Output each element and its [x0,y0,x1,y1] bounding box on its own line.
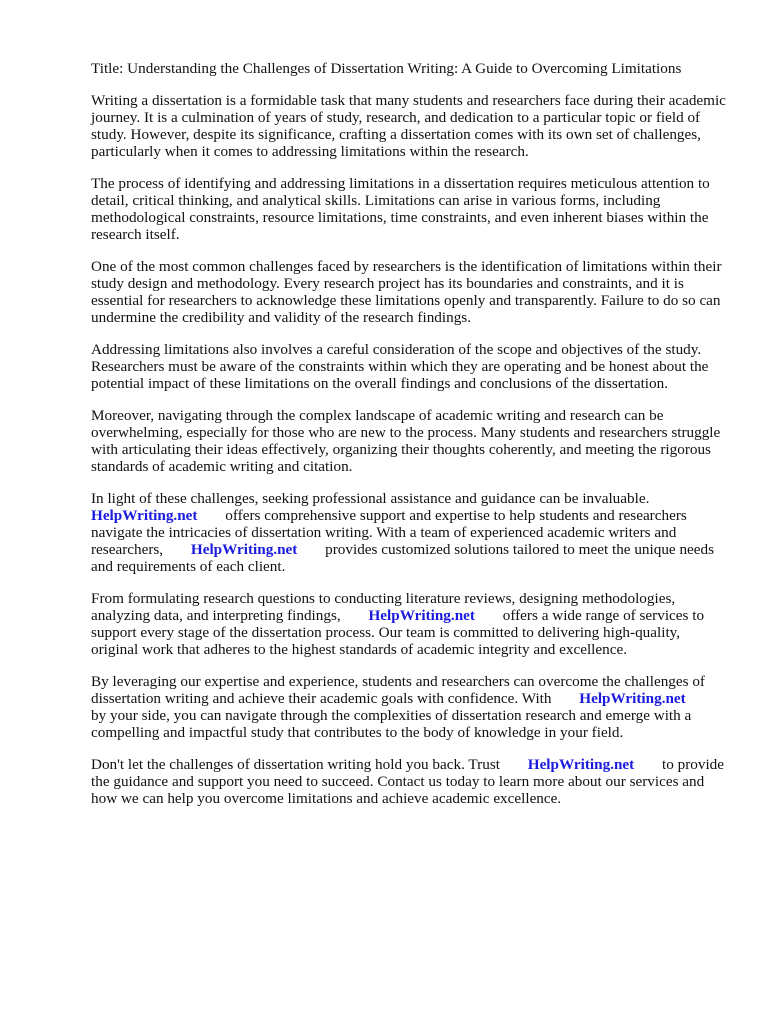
paragraph-services [91,590,731,658]
helpwriting-link[interactable]: HelpWriting.net [91,506,198,524]
document-page [91,60,731,822]
paragraph-text: offers a wide range of services to support every stage of the dissertation process. Our team is committed to delivering high-quality, original work that adheres to the highest standards of academic integrity and excellence. [91,607,705,659]
paragraph-text: Don't let the challenges of dissertation writing hold you back. Trust [91,755,500,773]
helpwriting-link[interactable]: HelpWriting.net [527,755,635,773]
paragraph-text: By leveraging our expertise and experience, students and researchers can overcome the challenges of dissertation writing and achieve their academic goals with confidence. With [91,672,705,707]
paragraph-leveraging [91,673,731,741]
helpwriting-link[interactable]: HelpWriting.net [368,607,475,624]
paragraph-text: to provide the guidance and support you need to succeed. Contact us today to learn more about our services and how we can help you overcome limitations and achieve academic excellence. [91,755,725,808]
paragraph-navigating: Moreover, navigating through the complex landscape of academic writing and research can be overwhelming, especially for those who are new to the process. Many students and researchers struggle with articulating their ideas effectively, organizing their thoughts coherently, and meeting the rigorous standards of academic writing and citation. [91,406,721,476]
paragraph-text: offers comprehensive support and expertise to help students and researchers navigate the intricacies of dissertation writing. With a team of experienced academic writers and researchers, [91,506,687,559]
paragraph-intro: Writing a dissertation is a formidable task that many students and researchers face during their academic journey. It is a culmination of years of study, research, and dedication to a particular topic or field of study. However, despite its significance, crafting a dissertation comes with its own set of challenges, particularly when it comes to addressing limitations within the research. [91,92,726,161]
paragraph-closing [91,756,731,807]
paragraph-text: provides customized solutions tailored to meet the unique needs and requirements of each client. [91,541,715,576]
paragraph-scope: Addressing limitations also involves a careful consideration of the scope and objectives of the study. Researchers must be aware of the constraints within which they are operating and be honest about the potential impact of these limitations on the overall findings and conclusions of the dissertation. [91,341,709,393]
helpwriting-link[interactable]: HelpWriting.net [190,541,298,559]
helpwriting-link[interactable]: HelpWriting.net [579,689,686,707]
paragraph-text: by your side, you can navigate through the complexities of dissertation research and emerge with a compelling and impactful study that contributes to the body of knowledge in your field. [91,707,692,742]
paragraph-process: The process of identifying and addressing limitations in a dissertation requires meticulous attention to detail, critical thinking, and analytical skills. Limitations can arise in various forms, including methodological constraints, resource limitations, time constraints, and even inherent biases within the research itself. [91,175,710,244]
paragraph-common-challenges: One of the most common challenges faced by researchers is the identification of limitations within their study design and methodology. Every research project has its boundaries and constraints, and it is essential for researchers to acknowledge these limitations openly and transparently. Failure to do so can undermine the credibility and validity of the research findings. [91,258,722,327]
document-title: Title: Understanding the Challenges of Dissertation Writing: A Guide to Overcoming Limitations [91,60,682,77]
paragraph-text: In light of these challenges, seeking professional assistance and guidance can be invaluable. [91,489,650,507]
paragraph-assistance [91,490,731,575]
paragraph-text: From formulating research questions to conducting literature reviews, designing methodologies, analyzing data, and interpreting findings, [91,589,676,624]
